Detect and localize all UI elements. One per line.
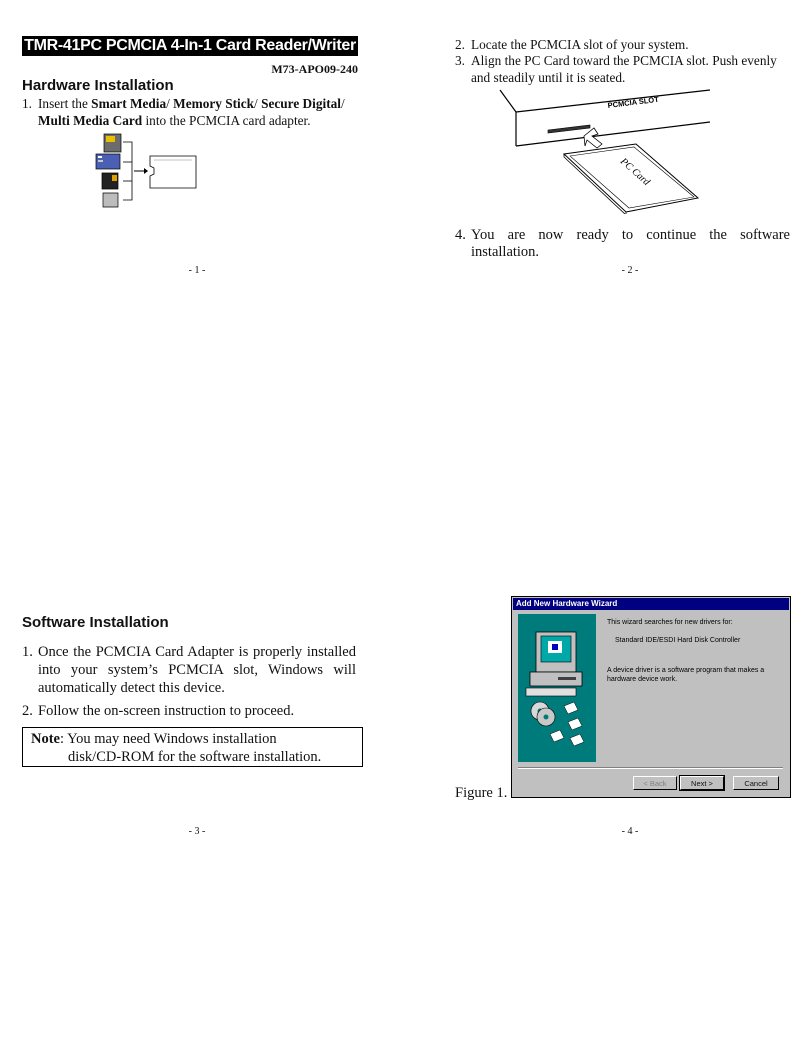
step-text: Align the PC Card toward the PCMCIA slot. Push evenly and steadily until it is seated. [471,53,777,85]
hardware-step-4 [455,227,790,261]
note-line-2: disk/CD-ROM for the software installation. [68,749,322,765]
driver-explanation-text: A device driver is a software program that makes a hardware device work. [607,667,765,683]
pcmcia-slot-illustration [498,84,714,214]
step-text: You are now ready to continue the software installation. [471,227,790,260]
page-number-2: - 2 - [621,265,639,276]
next-button[interactable]: Next > [680,776,724,790]
smart-media-card-icon [104,134,121,152]
insert-arrow-icon [584,128,602,148]
page-number-1: - 1 - [188,265,206,276]
step-text: Locate the PCMCIA slot of your system. [471,37,689,52]
software-installation-heading: Software Installation [22,614,169,631]
wizard-artwork [518,614,596,762]
hardware-step-1 [22,95,358,129]
step-text: Insert the Smart Media/ Memory Stick/ Secure Digital/ Multi Media Card into the PCMCIA card adapter. [38,96,345,128]
step-text: Once the PCMCIA Card Adapter is properly installed into your system’s PCMCIA slot, Windows will automatically detect this device. [38,644,356,696]
page-number-3: - 3 - [188,826,206,837]
step-number: 1. [22,644,33,660]
page-title: TMR-41PC PCMCIA 4-In-1 Card Reader/Writer [22,36,358,56]
wizard-intro-text: This wizard searches for new drivers for: [607,619,733,626]
step-number: 4. [455,227,466,243]
memory-cards-illustration [92,132,202,210]
computer-and-disks-icon [518,614,596,762]
memory-stick-card-icon [96,154,120,169]
software-step-1 [22,643,356,697]
pcmcia-slot-label: PCMCIA SLOT [607,94,660,110]
hardware-step-2 [455,36,790,53]
memory-stick-label: Memory Stick [173,96,255,111]
pc-card-label: PC Card [617,156,652,188]
hardware-step-3 [455,52,790,86]
step-number: 2. [455,37,465,52]
laptop-body-icon [500,90,710,146]
page-number-4: - 4 - [621,826,639,837]
step-number: 1. [22,96,32,111]
multimedia-card-icon [103,193,118,207]
step-number: 2. [22,703,33,719]
add-new-hardware-wizard-dialog [511,596,791,798]
note-label: Note [31,731,60,747]
figure-caption: Figure 1. [455,785,508,801]
multi-media-card-label: Multi Media Card [38,113,143,128]
smart-media-label: Smart Media [91,96,167,111]
pc-card-icon [564,144,698,214]
pcmcia-adapter-icon [150,156,196,188]
note-box [22,727,363,767]
detected-device-name: Standard IDE/ESDI Hard Disk Controller [615,637,741,644]
dialog-title-bar: Add New Hardware Wizard [513,598,789,610]
note-line-1: Note: You may need Windows installation [31,731,277,747]
back-button[interactable]: < Back [633,776,677,790]
secure-digital-label: Secure Digital [261,96,341,111]
cancel-button[interactable]: Cancel [733,776,779,790]
secure-digital-card-icon [102,173,118,189]
step-number: 3. [455,53,465,68]
software-step-2 [22,702,356,720]
hardware-installation-heading: Hardware Installation [22,77,174,94]
step-text: Follow the on-screen instruction to proceed. [38,703,295,719]
dialog-separator [518,767,783,769]
model-code: M73-APO09-240 [271,62,358,76]
